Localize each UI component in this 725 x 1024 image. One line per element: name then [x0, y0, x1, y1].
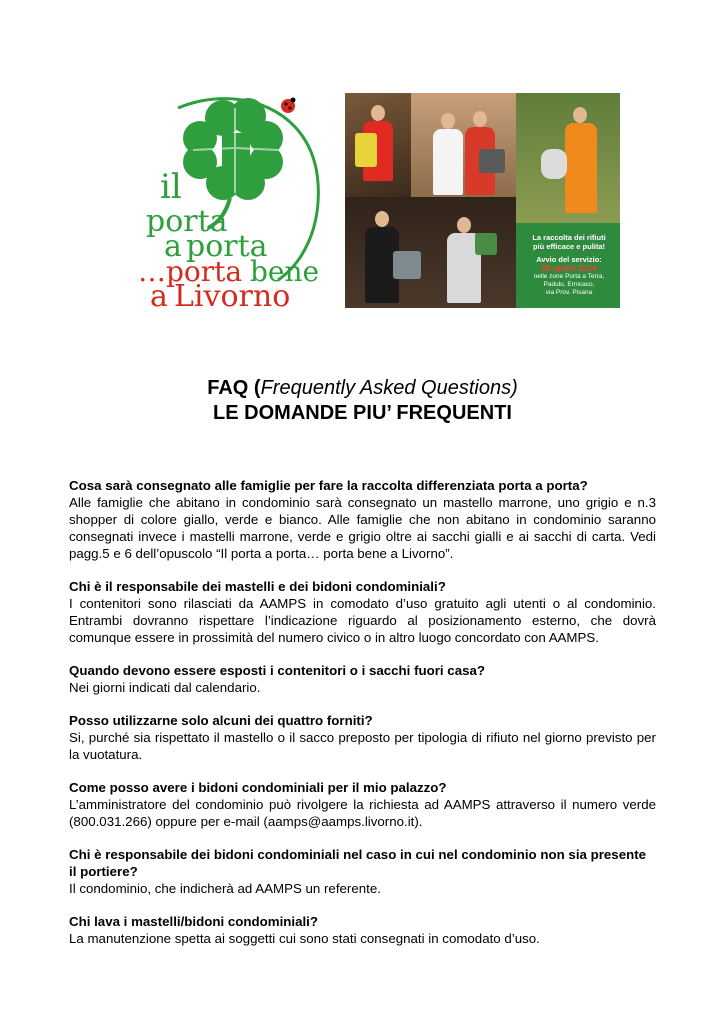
- faq-item: [69, 779, 656, 830]
- faq-question: Come posso avere i bidoni condominiali per il mio palazzo?: [69, 780, 447, 795]
- svg-text:Livorno: Livorno: [174, 279, 291, 310]
- faq-list: [69, 477, 656, 963]
- faq-answer: Nei giorni indicati dal calendario.: [69, 680, 261, 695]
- page-subtitle: LE DOMANDE PIU’ FREQUENTI: [213, 402, 512, 424]
- faq-answer: Il condominio, che indicherà ad AAMPS un referente.: [69, 881, 381, 896]
- svg-text:porta: porta: [186, 229, 268, 264]
- faq-item: [69, 712, 656, 763]
- faq-question: Chi è responsabile dei bidoni condominiali nel caso in cui nel condominio non sia presente il portiere?: [69, 847, 647, 879]
- faq-answer: L’amministratore del condominio può rivolgere la richiesta ad AAMPS attraverso il numero verde (800.031.266) oppure per e-mail (aamps@aamps.livorno.it).: [69, 797, 656, 829]
- faq-question: Cosa sarà consegnato alle famiglie per fare la raccolta differenziata porta a porta?: [69, 478, 588, 493]
- porta-a-porta-logo: [138, 88, 322, 310]
- faq-answer: I contenitori sono rilasciati da AAMPS in comodato d’uso gratuito agli utenti o al condominio. Entrambi dovranno rispettare l’indicazione riguardo al posizionamento esterno, che dovrà comunque essere in prossimità del numero civico o in altro luogo concordato con AAMPS.: [69, 596, 656, 645]
- svg-text:porta: porta: [146, 204, 228, 239]
- faq-answer: La manutenzione spetta ai soggetti cui sono stati consegnati in comodato d’uso.: [69, 931, 540, 946]
- svg-text:il: il: [160, 167, 182, 207]
- faq-item: [69, 662, 656, 696]
- faq-question: Chi è il responsabile dei mastelli e dei bidoni condominiali?: [69, 579, 446, 594]
- faq-item: [69, 913, 656, 947]
- faq-item: [69, 477, 656, 562]
- page-title: FAQ (Frequently Asked Questions): [207, 377, 518, 399]
- svg-text:bene: bene: [250, 255, 320, 288]
- faq-question: Quando devono essere esposti i contenitori o i sacchi fuori casa?: [69, 663, 486, 678]
- collage-photo: [345, 93, 620, 308]
- promo-text: La raccolta dei rifiuti più efficace e pulita! Avvio del servizio: 28 aprile 2014 nelle zone Porta a Terra, Padulo, Ernicaco, via Prov. Pisana: [532, 233, 606, 296]
- svg-text:a: a: [164, 229, 182, 264]
- faq-answer: Si, purché sia rispettato il mastello o il sacco preposto per tipologia di rifiuto nel giorno previsto per la vuotatura.: [69, 730, 656, 762]
- faq-answer: Alle famiglie che abitano in condominio sarà consegnato un mastello marrone, uno grigio e n.3 shopper di colore giallo, verde e bianco. Alle famiglie che non abitano in condominio saranno consegnati invece i mastelli marrone, verde e grigio oltre ai sacchi gialli e ai sacchi di carta. Vedi pagg.5 e 6 dell’opuscolo “Il porta a porta… porta bene a Livorno”.: [69, 495, 656, 561]
- svg-text:a: a: [150, 279, 168, 310]
- svg-text:…porta: …porta: [138, 255, 243, 288]
- faq-item: [69, 578, 656, 646]
- faq-question: Chi lava i mastelli/bidoni condominiali?: [69, 914, 318, 929]
- faq-item: [69, 846, 656, 897]
- faq-question: Posso utilizzarne solo alcuni dei quattro forniti?: [69, 713, 373, 728]
- ladybug-icon: [281, 98, 296, 114]
